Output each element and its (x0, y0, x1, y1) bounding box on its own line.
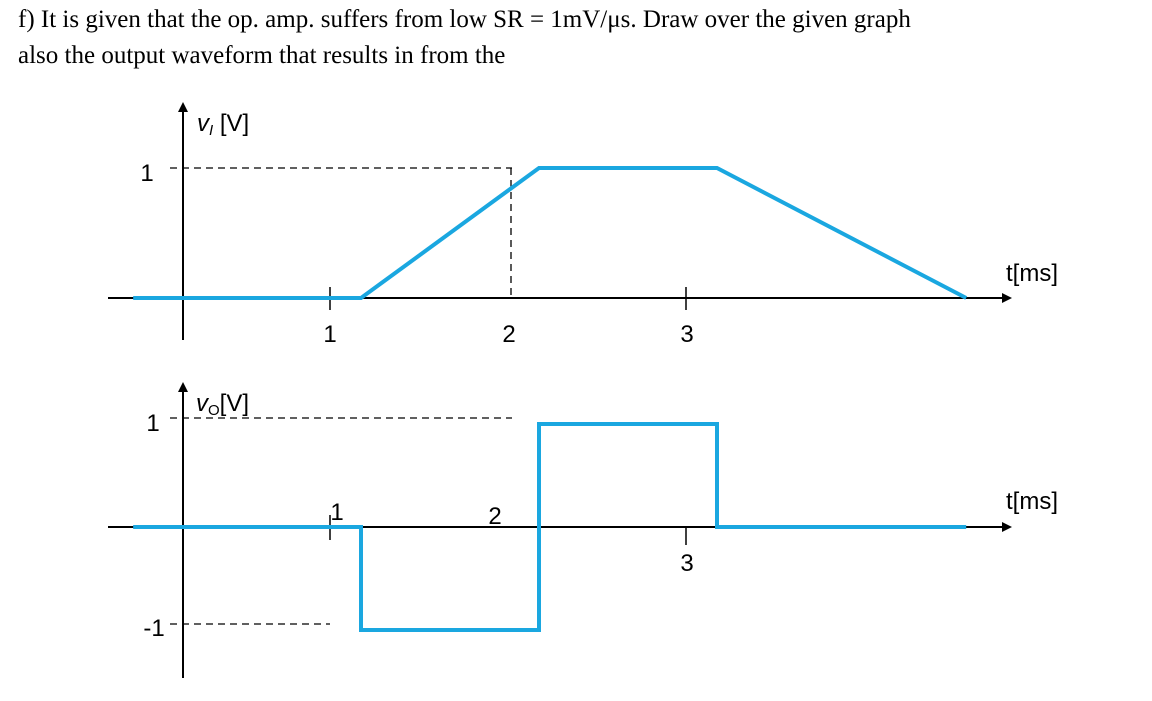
question-line-1: f) It is given that the op. amp. suffers from low SR = 1mV/μs. Draw over the given graph (18, 6, 911, 33)
input-x-tick-label-2: 2 (502, 321, 516, 348)
input-waveform (133, 168, 966, 298)
input-x-axis-label: t[ms] (1006, 260, 1058, 287)
input-y-tick-label-1: 1 (140, 160, 154, 187)
input-x-tick-label-1: 1 (323, 321, 337, 348)
output-y-tick-label-1: 1 (146, 410, 160, 437)
output-x-axis-label: t[ms] (1006, 488, 1058, 515)
input-y-axis-label: vI [V] (197, 110, 250, 139)
input-chart (108, 104, 1058, 348)
output-chart (108, 384, 1058, 678)
output-x-tick-label-3: 3 (680, 550, 694, 577)
output-y-axis-label: vO[V] (196, 390, 250, 419)
output-y-tick-label-minus1: -1 (143, 615, 165, 642)
output-x-tick-label-2: 2 (488, 503, 502, 530)
input-x-tick-label-3: 3 (680, 321, 694, 348)
question-line-2: also the output waveform that results in from the (18, 42, 506, 69)
output-x-tick-label-1: 1 (330, 499, 344, 526)
